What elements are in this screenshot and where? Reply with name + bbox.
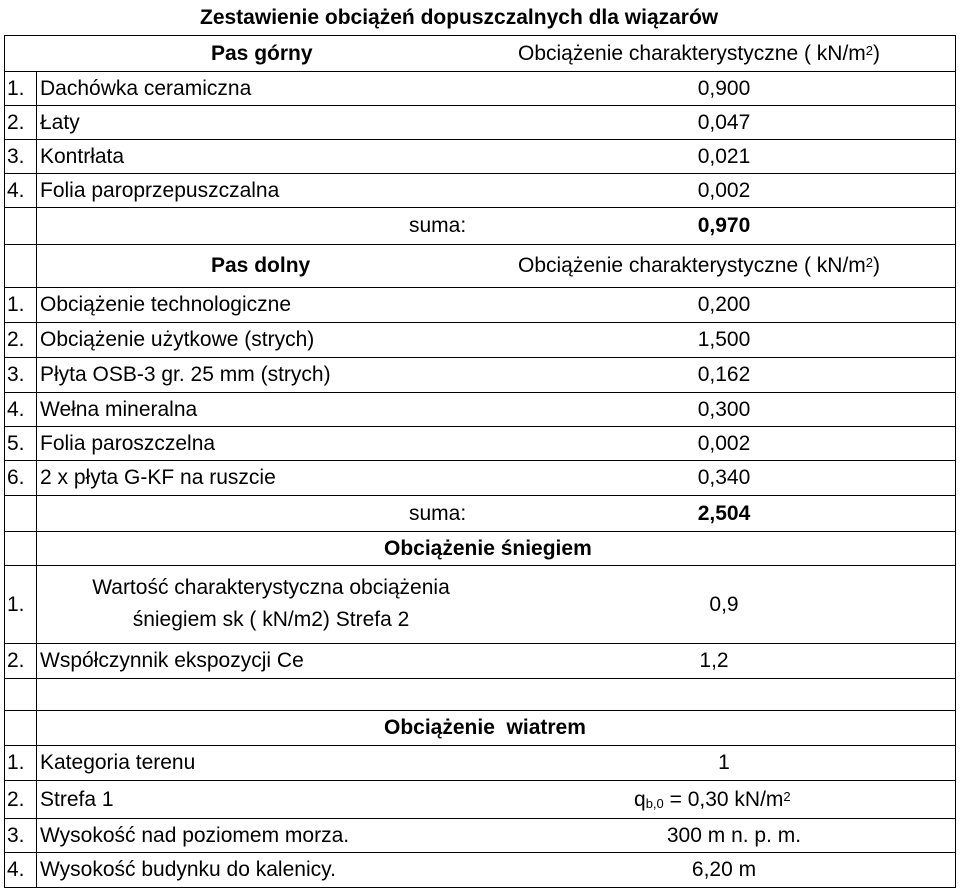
table-row	[4, 105, 956, 139]
sum-value: 0,970	[697, 214, 751, 237]
row-label: Dachówka ceramiczna	[40, 76, 252, 100]
row-number: 5.	[7, 431, 25, 455]
grid-line	[4, 887, 956, 888]
row-label: Współczynnik ekspozycji Ce	[40, 649, 304, 672]
row-value: 0,021	[697, 144, 751, 168]
row-label: Wartość charakterystyczna obciążenia śniegiem sk ( kN/m2) Strefa 2	[92, 576, 450, 631]
row-value: 1,500	[697, 328, 751, 351]
row-value: 0,300	[697, 397, 751, 421]
table-row	[4, 357, 956, 392]
table-row	[4, 322, 956, 357]
row-label: Kontrłata	[40, 144, 125, 168]
table-row	[4, 392, 956, 426]
section-header-wiatr	[4, 710, 956, 745]
title-row	[4, 0, 956, 35]
row-label: Łaty	[40, 110, 80, 134]
grid-line	[4, 678, 956, 679]
row-number: 4.	[7, 397, 25, 421]
row-number: 3.	[7, 363, 25, 386]
row-label: Obciążenie technologiczne	[40, 293, 291, 316]
sum-label: suma:	[409, 214, 467, 237]
table-row	[4, 818, 956, 852]
row-number: 2.	[7, 649, 25, 672]
row-label: Wysokość nad poziomem morza.	[40, 823, 350, 847]
section-header-pas-gorny	[4, 35, 956, 71]
page-title: Zestawienie obciążeń dopuszczalnych dla wiązarów	[200, 6, 719, 29]
row-number: 1.	[7, 751, 25, 774]
table-row	[4, 139, 956, 173]
row-value: 1,2	[699, 649, 729, 672]
sum-row	[4, 495, 956, 531]
row-number: 2.	[7, 787, 25, 811]
row-label: Obciążenie użytkowe (strych)	[40, 328, 315, 351]
row-number: 3.	[7, 823, 25, 847]
row-number: 2.	[7, 328, 25, 351]
row-number: 1.	[7, 592, 25, 616]
row-value: 0,340	[697, 466, 751, 489]
table-row	[4, 780, 956, 818]
table-row	[4, 460, 956, 495]
section-title: Pas górny	[211, 41, 313, 65]
row-value: 0,162	[697, 363, 751, 386]
table-row	[4, 643, 956, 678]
table-row	[4, 173, 956, 207]
row-value: 1	[718, 751, 730, 774]
row-value: 0,002	[697, 178, 751, 202]
table-row	[4, 287, 956, 322]
row-label: Folia paroprzepuszczalna	[40, 178, 280, 202]
sum-row	[4, 207, 956, 244]
table-row	[4, 565, 956, 643]
row-label: Wysokość budynku do kalenicy.	[40, 858, 336, 881]
row-number: 4.	[7, 858, 25, 881]
sum-value: 2,504	[697, 501, 751, 525]
row-value: 0,047	[697, 110, 751, 134]
row-label: 2 x płyta G-KF na ruszcie	[40, 466, 276, 489]
section-header-snieg	[4, 531, 956, 565]
section-title: Obciążenie wiatrem	[384, 716, 586, 739]
row-value: 0,002	[697, 431, 751, 455]
row-value: q $_{b,0}$ = 0,30 kN/m $^2$	[634, 787, 791, 811]
row-number: 1.	[7, 76, 25, 100]
row-number: 6.	[7, 466, 25, 489]
row-value: 0,900	[697, 76, 751, 100]
row-label: Folia paroszczelna	[40, 431, 216, 455]
row-label: Kategoria terenu	[40, 751, 196, 774]
table-row	[4, 745, 956, 780]
row-label: Płyta OSB-3 gr. 25 mm (strych)	[40, 363, 331, 386]
section-header-pas-dolny	[4, 244, 956, 287]
row-number: 3.	[7, 144, 25, 168]
row-label: Strefa 1	[40, 787, 114, 811]
table-row	[4, 71, 956, 105]
table-row	[4, 426, 956, 460]
table-row	[4, 852, 956, 887]
column-header: Obciążenie charakterystyczne ( kN/m $^2$ )	[518, 41, 881, 65]
row-value: 0,200	[697, 293, 751, 316]
section-title: Obciążenie śniegiem	[384, 536, 592, 560]
row-number: 4.	[7, 178, 25, 202]
row-value: 0,9	[709, 592, 739, 616]
section-title: Pas dolny	[211, 254, 311, 277]
row-number: 2.	[7, 110, 25, 134]
column-header: Obciążenie charakterystyczne ( kN/m $^2$ )	[518, 254, 881, 277]
row-number: 1.	[7, 293, 25, 316]
row-value: 6,20 m	[691, 858, 757, 881]
row-value: 300 m n. p. m.	[666, 823, 802, 847]
sum-label: suma:	[409, 501, 467, 525]
row-label: Wełna mineralna	[40, 397, 198, 421]
